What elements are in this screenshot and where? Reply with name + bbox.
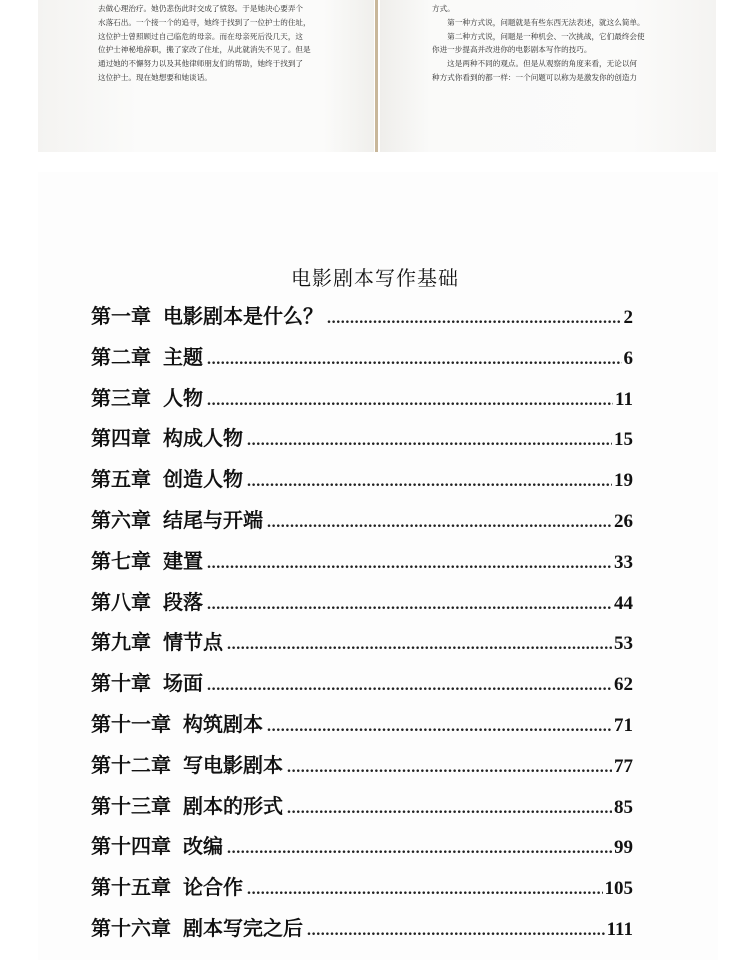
chapter-number: 第十四章 xyxy=(91,834,171,859)
page-number: 11 xyxy=(615,388,633,410)
chapter-title: 电影剧本是什么？ xyxy=(163,304,323,328)
chapter-number: 第十三章 xyxy=(91,793,171,818)
chapter-title: 人物 xyxy=(163,385,203,410)
chapter-number: 第八章 xyxy=(91,589,151,614)
toc-title: 电影剧本写作基础 xyxy=(291,266,459,290)
chapter-title: 建置 xyxy=(163,548,203,573)
book-spread-photo xyxy=(0,0,750,160)
chapter-number: 第四章 xyxy=(91,426,151,451)
text-line: 这位护士曾照顾过自己临危的母亲。而在母亲死后没几天，这 xyxy=(98,31,304,41)
dot-leader xyxy=(207,677,612,695)
chapter-number: 第五章 xyxy=(91,467,151,492)
table-of-contents xyxy=(91,300,633,953)
toc-entry xyxy=(91,708,633,749)
dot-leader xyxy=(247,881,603,899)
dot-leader xyxy=(247,473,612,491)
text-line: 通过她的不懈努力以及其他律师朋友们的帮助，她终于找到了 xyxy=(98,59,304,69)
toc-entry xyxy=(91,790,633,831)
chapter-number: 第十章 xyxy=(91,671,151,696)
chapter-number: 第二章 xyxy=(91,344,151,369)
page-number: 99 xyxy=(614,837,633,859)
chapter-number: 第九章 xyxy=(91,630,151,655)
dot-leader xyxy=(287,759,612,777)
text-line: 方式。 xyxy=(432,4,455,13)
toc-entry xyxy=(91,626,633,667)
dot-leader xyxy=(207,596,612,614)
page-number: 111 xyxy=(606,918,633,940)
page-number: 6 xyxy=(623,347,633,369)
dot-leader xyxy=(207,392,613,410)
text-line: 第二种方式说，问题是一种机会、一次挑战，它们最终会使 xyxy=(432,31,645,41)
toc-entry xyxy=(91,300,633,341)
page-number: 105 xyxy=(604,878,633,900)
toc-entry xyxy=(91,463,633,504)
page-number: 44 xyxy=(614,592,633,614)
toc-entry xyxy=(91,586,633,627)
text-line: 第一种方式说，问题就是有些东西无法表述，就这么简单。 xyxy=(432,17,645,27)
toc-entry xyxy=(91,341,633,382)
page-number: 15 xyxy=(614,429,633,451)
chapter-number: 第三章 xyxy=(91,385,151,410)
toc-entry xyxy=(91,830,633,871)
page-number: 77 xyxy=(614,755,633,777)
chapter-title: 主题 xyxy=(163,344,203,369)
page-number: 53 xyxy=(614,633,633,655)
chapter-title: 构成人物 xyxy=(163,426,243,451)
chapter-title: 剧本写完之后 xyxy=(183,915,303,940)
chapter-title: 写电影剧本 xyxy=(183,752,283,777)
book-gutter xyxy=(375,0,378,152)
chapter-title: 段落 xyxy=(163,589,203,614)
text-line: 你进一步提高并改进你的电影剧本写作的技巧。 xyxy=(432,45,592,55)
dot-leader xyxy=(227,636,612,654)
chapter-number: 第七章 xyxy=(91,548,151,573)
chapter-title: 论合作 xyxy=(183,875,243,900)
page-number: 26 xyxy=(614,510,633,532)
toc-entry xyxy=(91,667,633,708)
text-line: 种方式你看到的都一样：一个问题可以称为是激发你的创造力 xyxy=(432,72,638,82)
text-line: 这位护士。现在她想要和她谈话。 xyxy=(98,72,212,82)
page-number: 71 xyxy=(614,714,633,736)
chapter-title: 情节点 xyxy=(163,630,223,655)
toc-entry xyxy=(91,382,633,423)
chapter-number: 第十六章 xyxy=(91,915,171,940)
chapter-title: 剧本的形式 xyxy=(183,793,283,818)
dot-leader xyxy=(247,432,612,450)
dot-leader xyxy=(267,718,612,736)
dot-leader xyxy=(267,514,612,532)
chapter-number: 第十二章 xyxy=(91,752,171,777)
toc-entry xyxy=(91,422,633,463)
dot-leader xyxy=(207,351,622,369)
dot-leader xyxy=(307,922,605,940)
chapter-title: 结尾与开端 xyxy=(163,507,263,532)
chapter-title: 创造人物 xyxy=(163,467,243,492)
chapter-title: 改编 xyxy=(183,834,223,859)
chapter-title: 构筑剧本 xyxy=(183,711,263,736)
dot-leader xyxy=(327,310,622,328)
toc-entry xyxy=(91,871,633,912)
page-number: 62 xyxy=(614,674,633,696)
toc-entry xyxy=(91,545,633,586)
page-number: 19 xyxy=(614,470,633,492)
page-number: 85 xyxy=(614,796,633,818)
text-line: 去做心理治疗。她仍悲伤此时交成了愤怒。于是她决心要弄个 xyxy=(98,4,304,13)
chapter-number: 第十五章 xyxy=(91,875,171,900)
text-line: 水落石出。一个接一个的追寻，她终于找到了一位护士的住址， xyxy=(98,17,311,27)
dot-leader xyxy=(287,800,612,818)
chapter-title: 场面 xyxy=(163,671,203,696)
dot-leader xyxy=(207,555,612,573)
toc-entry xyxy=(91,504,633,545)
toc-entry xyxy=(91,912,633,953)
dot-leader xyxy=(227,840,612,858)
page-number: 2 xyxy=(623,307,633,328)
left-page-text xyxy=(98,2,334,85)
right-page-text xyxy=(432,2,668,85)
chapter-number: 第十一章 xyxy=(91,711,171,736)
toc-entry xyxy=(91,749,633,790)
text-line: 这是两种不同的观点。但是从观察的角度来看，无论以何 xyxy=(432,59,638,69)
page-number: 33 xyxy=(614,551,633,573)
chapter-number: 第一章 xyxy=(91,304,151,328)
text-line: 位护士神秘地辞职，搬了家改了住址，从此就消失不见了。但是 xyxy=(98,45,311,55)
chapter-number: 第六章 xyxy=(91,507,151,532)
